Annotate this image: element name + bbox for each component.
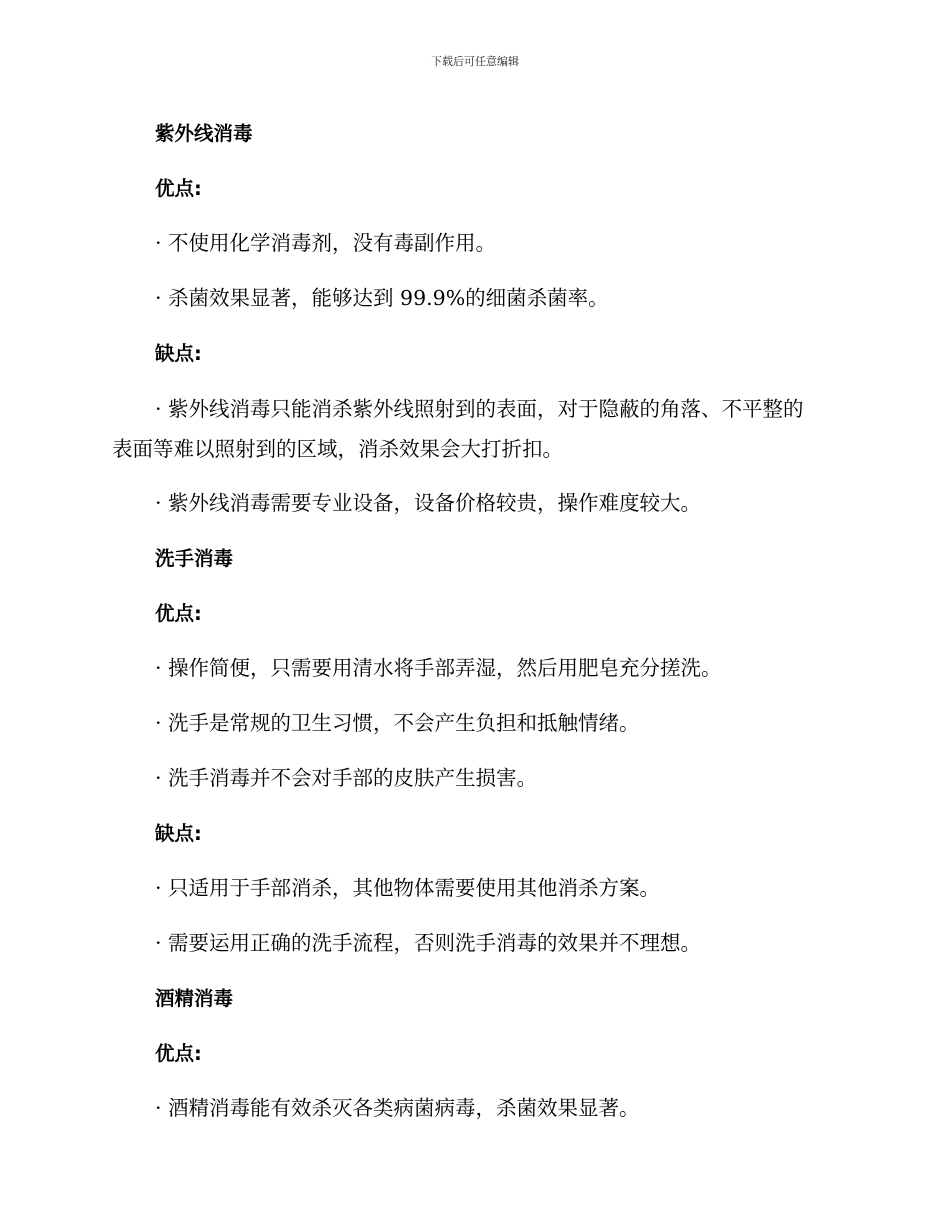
pro-item-handwash-3: · 洗手消毒并不会对手部的皮肤产生损害。 <box>155 766 538 790</box>
pros-label-handwash: 优点: <box>155 602 202 625</box>
con-item-handwash-2: · 需要运用正确的洗手流程，否则洗手消毒的效果并不理想。 <box>155 931 702 955</box>
document-body <box>112 106 822 1136</box>
section-title-alcohol: 酒精消毒 <box>155 987 234 1010</box>
con-item-uv-1: · 紫外线消毒只能消杀紫外线照射到的表面，对于隐蔽的角落、不平整的表面等难以照射到的区域，消杀效果会大打折扣。 <box>112 397 804 461</box>
pro-item-uv-1: · 不使用化学消毒剂，没有毒副作用。 <box>155 231 497 255</box>
cons-label-handwash: 缺点: <box>155 822 202 845</box>
pros-label-uv: 优点: <box>155 177 202 200</box>
con-item-handwash-1: · 只适用于手部消杀，其他物体需要使用其他消杀方案。 <box>155 876 661 900</box>
pro-item-uv-2: · 杀菌效果显著，能够达到 99.9%的细菌杀菌率。 <box>155 286 609 310</box>
pro-item-alcohol-1: · 酒精消毒能有效杀灭各类病菌病毒，杀菌效果显著。 <box>155 1096 640 1120</box>
section-title-uv: 紫外线消毒 <box>155 122 253 145</box>
pro-item-handwash-1: · 操作简便，只需要用清水将手部弄湿，然后用肥皂充分搓洗。 <box>155 656 722 680</box>
pros-label-alcohol: 优点: <box>155 1042 202 1065</box>
section-title-handwash: 洗手消毒 <box>155 547 234 570</box>
cons-label-uv: 缺点: <box>155 342 202 365</box>
con-item-uv-2: · 紫外线消毒需要专业设备，设备价格较贵，操作难度较大。 <box>155 491 702 515</box>
page-header: 下载后可任意编辑 <box>431 55 519 68</box>
pro-item-handwash-2: · 洗手是常规的卫生习惯，不会产生负担和抵触情绪。 <box>155 711 640 735</box>
